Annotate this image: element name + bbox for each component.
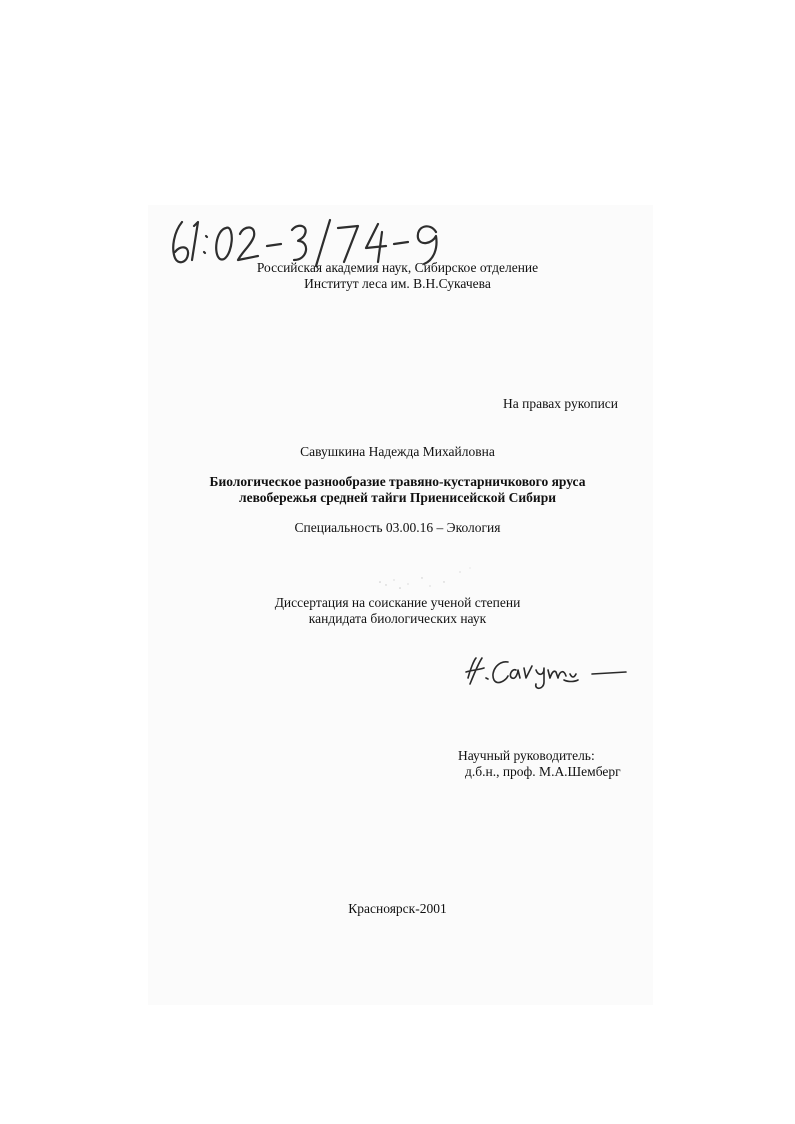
degree-line-1: Диссертация на соискание ученой степени <box>274 595 521 610</box>
advisor-label: Научный руководитель: <box>458 748 595 763</box>
city-year: Красноярск-2001 <box>348 901 447 916</box>
handwritten-signature <box>460 648 630 693</box>
degree-line-2: кандидата биологических наук <box>308 611 487 626</box>
dissertation-title-line-1: Биологическое разнообразие травяно-кустарничкового яруса <box>209 474 586 489</box>
institute-name: Институт леса им. В.Н.Сукачева <box>304 276 491 291</box>
author-name: Савушкина Надежда Михайловна <box>300 444 495 459</box>
organization-name: Российская академия наук, Сибирское отделение <box>256 260 539 275</box>
advisor-name: д.б.н., проф. М.А.Шемберг <box>465 764 621 779</box>
dissertation-title-line-2: левобережья средней тайги Приенисейской Сибири <box>239 490 556 505</box>
scan-specks <box>360 560 490 600</box>
manuscript-note: На правах рукописи <box>503 396 619 411</box>
specialty: Специальность 03.00.16 – Экология <box>294 520 501 535</box>
